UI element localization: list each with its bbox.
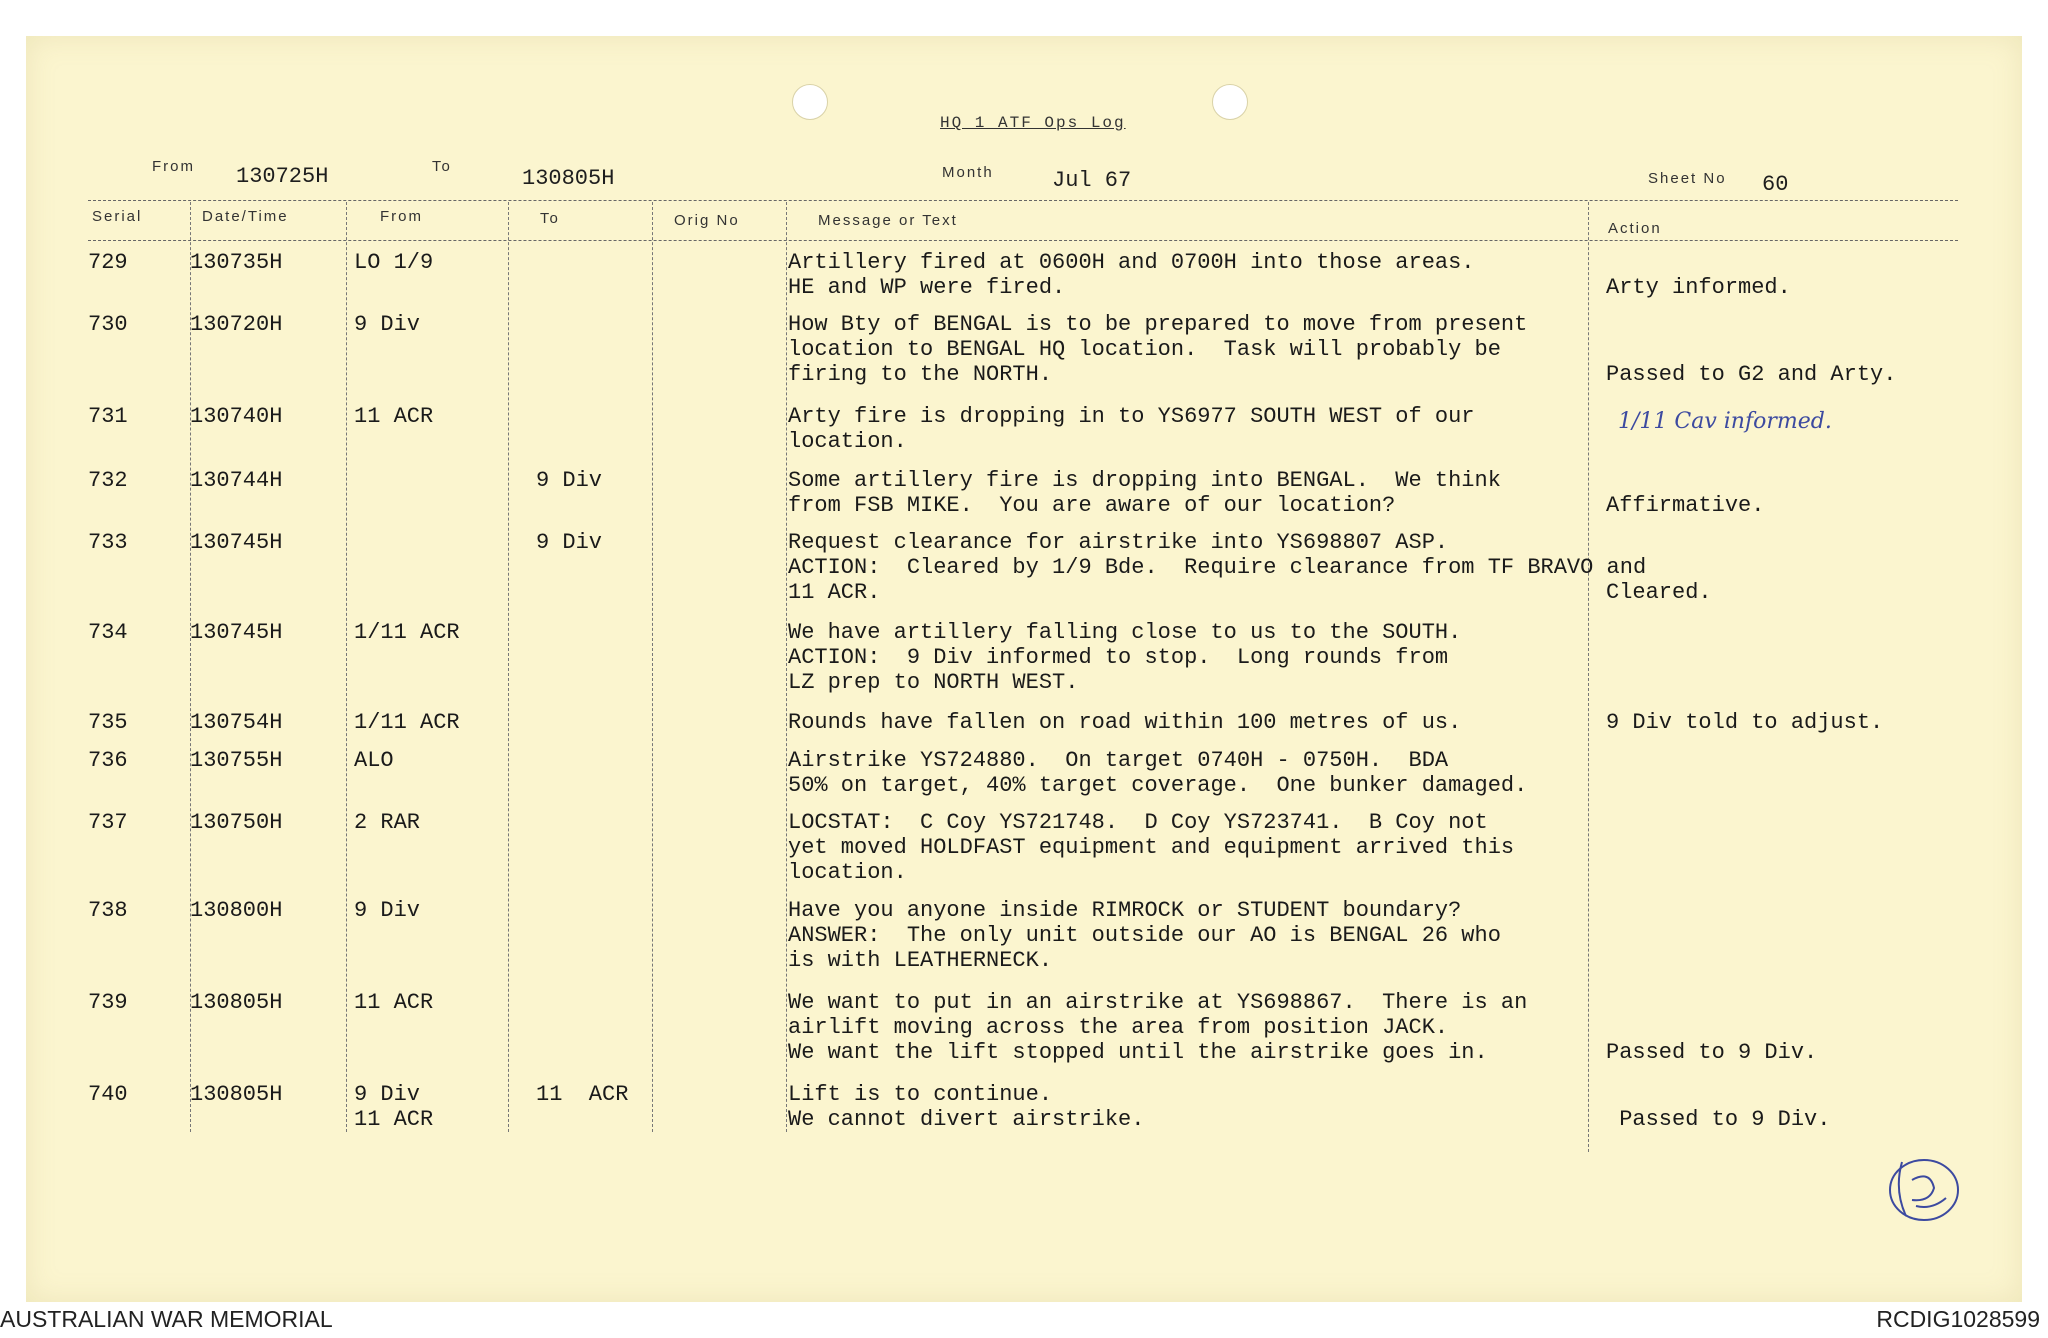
entry-message: Artillery fired at 0600H and 0700H into those areas. HE and WP were fired. bbox=[788, 250, 1475, 300]
entry-message: Request clearance for airstrike into YS698807 ASP. ACTION: Cleared by 1/9 Bde. Require clearance from TF BRAVO and 11 ACR. bbox=[788, 530, 1647, 605]
entry-datetime: 130805H bbox=[190, 990, 283, 1015]
entry-from: 1/11 ACR bbox=[354, 710, 460, 735]
divider-datetime bbox=[346, 202, 347, 1132]
from-label: From bbox=[152, 158, 195, 175]
punch-hole-right bbox=[1212, 84, 1248, 120]
entry-message: How Bty of BENGAL is to be prepared to move from present location to BENGAL HQ location. Task will probably be firing to the NORTH. bbox=[788, 312, 1528, 387]
from-value: 130725H bbox=[236, 164, 329, 189]
entry-to: 9 Div bbox=[536, 468, 603, 493]
entry-message: We want to put in an airstrike at YS698867. There is an airlift moving across the area from position JACK. We want the lift stopped until the airstrike goes in. bbox=[788, 990, 1528, 1065]
month-value: Jul 67 bbox=[1052, 168, 1132, 193]
entry-action: 9 Div told to adjust. bbox=[1606, 710, 1884, 735]
entry-from: 9 Div 11 ACR bbox=[354, 1082, 434, 1132]
entry-message: Have you anyone inside RIMROCK or STUDENT boundary? ANSWER: The only unit outside our AO is BENGAL 26 who is with LEATHERNECK. bbox=[788, 898, 1501, 973]
entry-message: LOCSTAT: C Coy YS721748. D Coy YS723741. B Coy not yet moved HOLDFAST equipment and equipment arrived this location. bbox=[788, 810, 1515, 885]
entry-from: 11 ACR bbox=[354, 404, 434, 429]
entry-datetime: 130740H bbox=[190, 404, 283, 429]
col-orig-no: Orig No bbox=[674, 212, 740, 229]
header-bottom-rule bbox=[88, 240, 1958, 241]
month-label: Month bbox=[942, 164, 994, 181]
col-datetime: Date/Time bbox=[202, 208, 289, 225]
entry-from: LO 1/9 bbox=[354, 250, 434, 275]
footer-left: AUSTRALIAN WAR MEMORIAL bbox=[0, 1306, 333, 1332]
entry-serial: 729 bbox=[88, 250, 128, 275]
entry-serial: 734 bbox=[88, 620, 128, 645]
entry-datetime: 130750H bbox=[190, 810, 283, 835]
col-to: To bbox=[540, 210, 560, 227]
divider-from bbox=[508, 202, 509, 1132]
divider-orig bbox=[786, 202, 787, 1132]
entry-serial: 733 bbox=[88, 530, 128, 555]
entry-action: Arty informed. bbox=[1606, 275, 1791, 300]
entry-serial: 738 bbox=[88, 898, 128, 923]
entry-serial: 737 bbox=[88, 810, 128, 835]
footer-right: RCDIG1028599 bbox=[1876, 1306, 2040, 1332]
to-value: 130805H bbox=[522, 166, 615, 191]
punch-hole-left bbox=[792, 84, 828, 120]
entry-from: ALO bbox=[354, 748, 394, 773]
entry-datetime: 130800H bbox=[190, 898, 283, 923]
handwritten-annotation-text: 1/11 Cav informed. bbox=[1618, 409, 1832, 434]
entry-message: Airstrike YS724880. On target 0740H - 0750H. BDA 50% on target, 40% target coverage. One bunker damaged. bbox=[788, 748, 1528, 798]
entry-serial: 730 bbox=[88, 312, 128, 337]
header-top-rule bbox=[88, 200, 1958, 201]
entry-action: Passed to 9 Div. bbox=[1619, 1107, 1831, 1132]
col-serial: Serial bbox=[92, 208, 143, 225]
entry-datetime: 130755H bbox=[190, 748, 283, 773]
handwritten-annotation bbox=[1618, 398, 1938, 438]
entry-action: Cleared. bbox=[1606, 580, 1712, 605]
col-action: Action bbox=[1608, 220, 1662, 237]
entry-serial: 740 bbox=[88, 1082, 128, 1107]
entry-message: Rounds have fallen on road within 100 metres of us. bbox=[788, 710, 1462, 735]
sheet-label: Sheet No bbox=[1648, 170, 1727, 187]
entry-datetime: 130744H bbox=[190, 468, 283, 493]
entry-datetime: 130720H bbox=[190, 312, 283, 337]
col-message: Message or Text bbox=[818, 212, 958, 229]
entry-datetime: 130745H bbox=[190, 620, 283, 645]
initials-signature bbox=[1872, 1140, 1972, 1240]
col-from: From bbox=[380, 208, 423, 225]
entry-datetime: 130735H bbox=[190, 250, 283, 275]
entry-from: 9 Div bbox=[354, 898, 421, 923]
entry-message: We have artillery falling close to us to the SOUTH. ACTION: 9 Div informed to stop. Long rounds from LZ prep to NORTH WEST. bbox=[788, 620, 1462, 695]
sheet-value: 60 bbox=[1762, 172, 1789, 197]
entry-datetime: 130805H bbox=[190, 1082, 283, 1107]
entry-datetime: 130754H bbox=[190, 710, 283, 735]
entry-message: Lift is to continue. We cannot divert airstrike. bbox=[788, 1082, 1145, 1132]
entry-serial: 731 bbox=[88, 404, 128, 429]
entry-action: Affirmative. bbox=[1606, 493, 1765, 518]
entry-from: 2 RAR bbox=[354, 810, 421, 835]
entry-datetime: 130745H bbox=[190, 530, 283, 555]
entry-action: Passed to G2 and Arty. bbox=[1606, 362, 1897, 387]
entry-serial: 739 bbox=[88, 990, 128, 1015]
to-label: To bbox=[432, 158, 452, 175]
entry-from: 11 ACR bbox=[354, 990, 434, 1015]
entry-serial: 732 bbox=[88, 468, 128, 493]
entry-from: 9 Div bbox=[354, 312, 421, 337]
entry-message: Some artillery fire is dropping into BENGAL. We think from FSB MIKE. You are aware of our location? bbox=[788, 468, 1501, 518]
log-title: HQ 1 ATF Ops Log bbox=[940, 114, 1126, 132]
entry-from: 1/11 ACR bbox=[354, 620, 460, 645]
entry-action: Passed to 9 Div. bbox=[1606, 1040, 1818, 1065]
entry-serial: 735 bbox=[88, 710, 128, 735]
divider-to bbox=[652, 202, 653, 1132]
entry-serial: 736 bbox=[88, 748, 128, 773]
entry-to: 9 Div bbox=[536, 530, 603, 555]
divider-message bbox=[1588, 202, 1589, 1152]
entry-message: Arty fire is dropping in to YS6977 SOUTH WEST of our location. bbox=[788, 404, 1475, 454]
entry-to: 11 ACR bbox=[536, 1082, 629, 1107]
